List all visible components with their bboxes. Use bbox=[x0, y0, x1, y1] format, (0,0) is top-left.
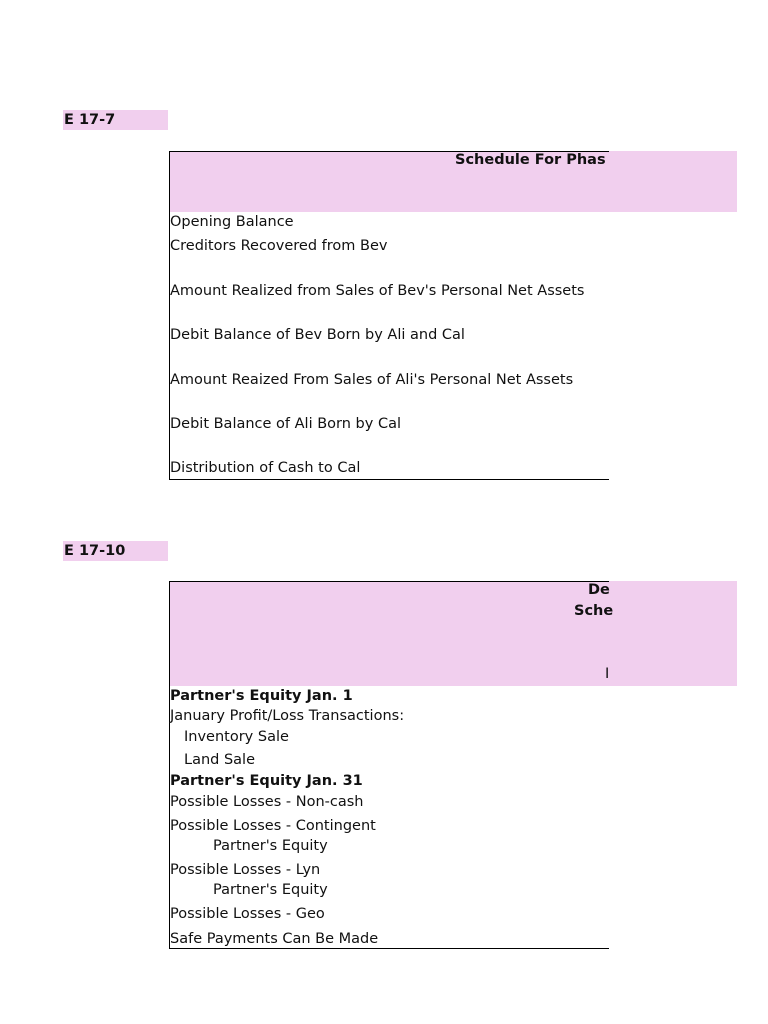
row-partners-equity-2: Partner's Equity bbox=[213, 882, 328, 898]
schedule2-title-line2: Sche bbox=[574, 603, 614, 619]
row-losses-contingent: Possible Losses - Contingent bbox=[170, 818, 376, 834]
row-opening-balance: Opening Balance bbox=[170, 214, 294, 230]
schedule-title: Schedule For Phas bbox=[455, 152, 606, 168]
section-tag-e17-10: E 17-10 bbox=[63, 541, 168, 561]
row-safe-payments: Safe Payments Can Be Made bbox=[170, 931, 379, 947]
row-debit-balance-bev: Debit Balance of Bev Born by Ali and Cal bbox=[170, 327, 465, 343]
row-land-sale: Land Sale bbox=[184, 752, 256, 768]
row-amount-realized-ali: Amount Reaized From Sales of Ali's Personal Net Assets bbox=[170, 372, 574, 388]
schedule2-title-line1: De bbox=[588, 582, 610, 598]
row-losses-geo: Possible Losses - Geo bbox=[170, 906, 325, 922]
row-equity-jan31: Partner's Equity Jan. 31 bbox=[170, 773, 363, 789]
row-distribution-cal: Distribution of Cash to Cal bbox=[170, 460, 361, 476]
row-creditors-recovered: Creditors Recovered from Bev bbox=[170, 238, 388, 254]
row-inventory-sale: Inventory Sale bbox=[184, 729, 289, 745]
row-losses-noncash: Possible Losses - Non-cash bbox=[170, 794, 364, 810]
section-tag-e17-7: E 17-7 bbox=[63, 110, 168, 130]
schedule2-title-line3: I bbox=[605, 666, 610, 682]
row-january-transactions: January Profit/Loss Transactions: bbox=[170, 708, 405, 724]
row-amount-realized-bev: Amount Realized from Sales of Bev's Personal Net Assets bbox=[170, 283, 585, 299]
row-losses-lyn: Possible Losses - Lyn bbox=[170, 862, 321, 878]
row-debit-balance-ali: Debit Balance of Ali Born by Cal bbox=[170, 416, 401, 432]
row-equity-jan1: Partner's Equity Jan. 1 bbox=[170, 688, 353, 704]
row-partners-equity-1: Partner's Equity bbox=[213, 838, 328, 854]
